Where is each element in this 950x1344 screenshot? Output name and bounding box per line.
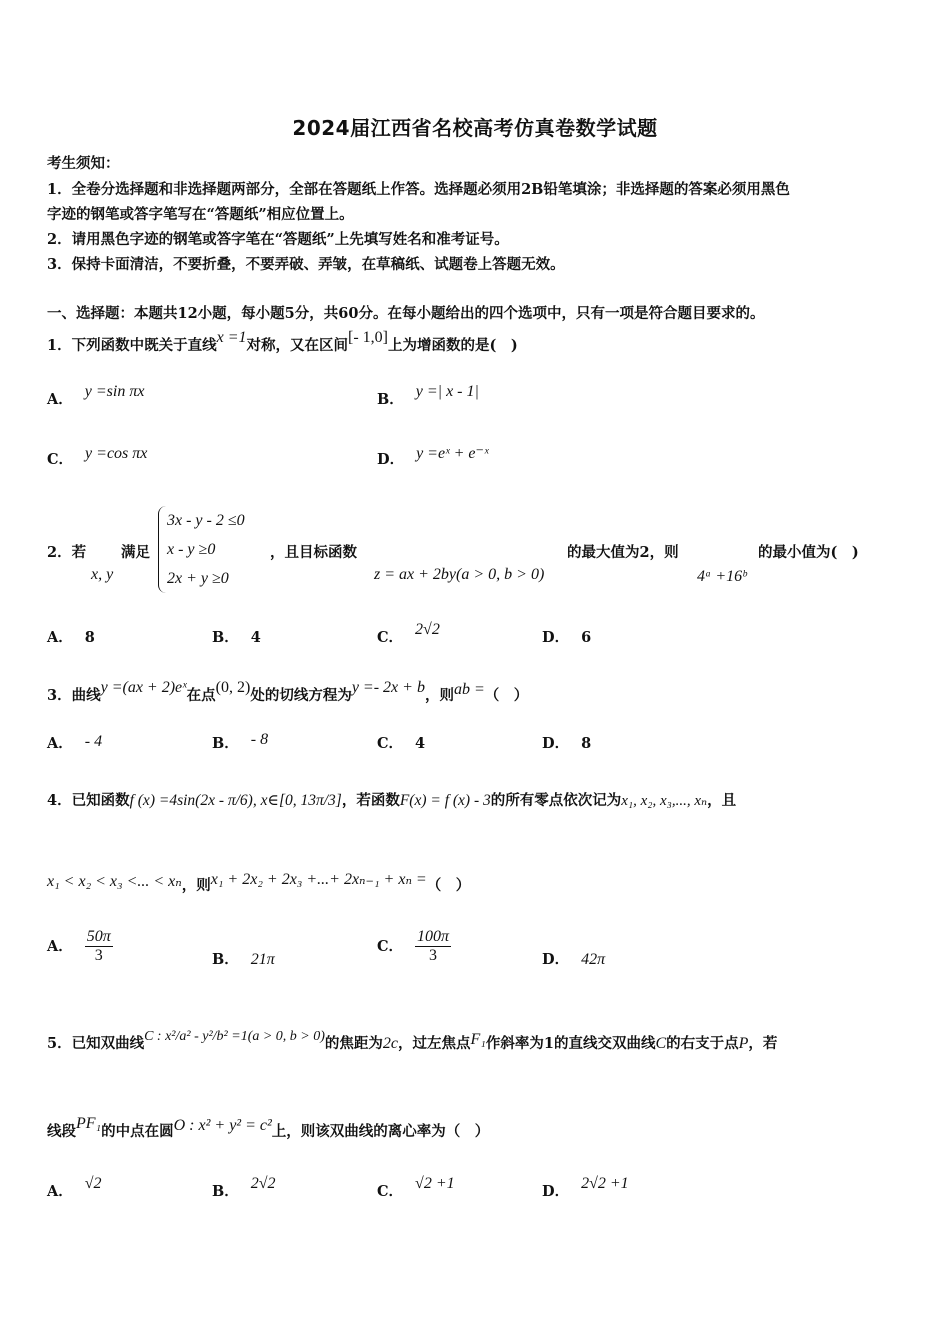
q5-text-3: ，过左焦点	[398, 1035, 471, 1052]
q4-math-5: x₁ + 2x₂ + 2x₃ +...+ 2xₙ₋₁ + xₙ =	[210, 871, 427, 888]
q5-math-5: P	[738, 1035, 749, 1052]
q4-math-1: f (x) =4sin(2x - π/6), x∈[0, 13π/3]	[129, 792, 342, 809]
q4-math-3: x₁, x₂, x₃,..., xₙ	[621, 793, 708, 809]
option-label: A．	[47, 391, 73, 408]
option-value: - 4	[84, 733, 103, 750]
option-value: 42π	[581, 951, 606, 968]
q3-option-d	[542, 732, 591, 753]
option-label: D．	[542, 951, 570, 968]
q2-text-2: 满足	[121, 544, 150, 561]
question-1	[47, 329, 518, 355]
q5-option-d	[542, 1175, 629, 1201]
q5-math-3: F₁	[470, 1031, 486, 1048]
option-label: D．	[542, 1183, 570, 1200]
q4-a-fraction	[85, 928, 113, 965]
q5-math-4: C	[655, 1035, 667, 1052]
option-label: B．	[212, 629, 239, 646]
q2-objective-expr: z = ax + 2by(a > 0, b > 0)	[374, 566, 545, 583]
q5-text-2: 的焦距为	[324, 1035, 383, 1052]
q2-option-b	[212, 626, 261, 647]
q3-text-4: ，则	[424, 687, 454, 704]
option-value: 8	[581, 735, 592, 752]
option-label: C．	[377, 1183, 404, 1200]
numerator: 100π	[417, 928, 450, 945]
option-value: y =| x - 1|	[415, 383, 479, 400]
numerator: 50π	[86, 928, 111, 945]
denominator: 3	[94, 947, 103, 964]
option-value: y =eˣ + e⁻ˣ	[416, 445, 489, 462]
q5-text-1: 5．已知双曲线	[47, 1035, 145, 1052]
question-5	[47, 1029, 778, 1053]
option-label: A．	[47, 1183, 73, 1200]
q5-text-5: 的右支于点	[666, 1035, 739, 1052]
notice-heading: 考生须知：	[47, 155, 120, 172]
q2-xy: x, y	[91, 566, 114, 583]
page-title: 2024届江西省名校高考仿真卷数学试题	[292, 116, 658, 140]
option-label: D．	[542, 735, 570, 752]
q1-text-2: 对称，又在区间	[246, 337, 348, 354]
q3-text-1: 3．曲线	[47, 687, 101, 704]
q1-option-b	[377, 383, 479, 409]
q2-option-d	[542, 626, 591, 647]
q5-text-4: 作斜率为1的直线交双曲线	[485, 1035, 656, 1052]
q2-text-3: ，且目标函数	[270, 544, 357, 561]
option-label: C．	[377, 629, 404, 646]
q4-option-a	[47, 928, 113, 965]
q5-math-2: 2c	[382, 1035, 399, 1052]
q3-text-2: 在点	[186, 687, 216, 704]
q4-option-c	[377, 928, 451, 965]
q3-option-b	[212, 732, 268, 753]
q2-option-c	[377, 621, 440, 647]
q4-math-4: x₁ < x₂ < x₃ <... < xₙ	[47, 873, 182, 890]
option-value: 8	[84, 629, 95, 646]
q5-option-b	[212, 1175, 276, 1201]
option-label: B．	[212, 1183, 239, 1200]
denominator: 3	[429, 947, 438, 964]
q4-text-5: ，则	[181, 877, 211, 894]
q5-text-9: 上，则该双曲线的离心率为（ ）	[271, 1123, 490, 1140]
option-value: 4	[415, 735, 426, 752]
option-value: 2√2	[250, 1175, 276, 1192]
q4-text-1: 4．已知函数	[47, 792, 130, 809]
q3-math-3: y =- 2x + b	[351, 679, 425, 696]
q5-text-6: ，若	[748, 1035, 778, 1052]
option-label: C．	[47, 451, 74, 468]
q1-option-d	[377, 445, 489, 469]
option-value: 21π	[250, 951, 275, 968]
option-label: C．	[377, 735, 404, 752]
q2-objective	[374, 566, 544, 584]
q3-option-a	[47, 732, 102, 753]
question-3	[47, 679, 529, 705]
q4-math-2: F(x) = f (x) - 3	[399, 792, 491, 809]
constraint-3: 2x + y ≥0	[167, 570, 229, 587]
notice-item-1-line-2: 字迹的钢笔或答字笔写在“答题纸”相应位置上。	[47, 206, 354, 223]
option-value: y =cos πx	[85, 445, 148, 462]
q1-option-a	[47, 383, 145, 409]
option-label: C．	[377, 937, 404, 955]
q2-constraint-system	[158, 506, 245, 593]
q1-text-3: 上为增函数的是( )	[387, 337, 518, 354]
q4-option-d	[542, 948, 605, 969]
option-value: 2√2	[415, 621, 440, 638]
q5-text-8: 的中点在圆	[101, 1123, 174, 1140]
q1-text-1: 1．下列函数中既关于直线	[47, 337, 217, 354]
option-label: D．	[542, 629, 570, 646]
q3-text-3: 处的切线方程为	[250, 687, 352, 704]
q2-expr: 4ᵃ +16ᵇ	[697, 568, 747, 585]
q2-option-a	[47, 626, 95, 647]
section-heading: 一、选择题：本题共12小题，每小题5分，共60分。在每小题给出的四个选项中，只有一项是符合题目要求的。	[47, 305, 765, 322]
q2-variables	[91, 566, 113, 584]
option-label: A．	[47, 629, 73, 646]
q4-text-2: ，若函数	[341, 792, 400, 809]
q5-option-a	[47, 1175, 102, 1201]
option-label: B．	[377, 391, 404, 408]
option-value: √2	[84, 1175, 102, 1192]
option-value: √2 +1	[415, 1175, 455, 1192]
q1-math-2: [- 1,0]	[348, 329, 388, 346]
question-5-continued	[47, 1115, 490, 1141]
constraint-2: x - y ≥0	[167, 541, 216, 558]
question-4-continued	[47, 871, 471, 895]
option-label: A．	[47, 735, 73, 752]
option-label: A．	[47, 937, 73, 955]
notice-item-3: 3．保持卡面清洁，不要折叠，不要弄破、弄皱，在草稿纸、试题卷上答题无效。	[47, 256, 565, 273]
q4-option-b	[212, 948, 275, 969]
q1-math-1: x =1	[216, 329, 247, 346]
q5-math-7: O : x² + y² = c²	[173, 1117, 272, 1134]
q4-text-6: （ ）	[426, 877, 471, 894]
option-value: y =sin πx	[84, 383, 145, 400]
option-label: D．	[377, 451, 405, 468]
constraint-1: 3x - y - 2 ≤0	[167, 512, 245, 529]
option-label: B．	[212, 951, 239, 968]
option-value: 2√2 +1	[581, 1175, 629, 1192]
q3-math-2: (0, 2)	[215, 679, 251, 696]
q3-math-4: ab =	[453, 681, 485, 698]
q2-text-5: 的最小值为( )	[758, 544, 859, 561]
q3-math-1: y =(ax + 2)eˣ	[100, 679, 187, 696]
option-value: - 8	[250, 731, 269, 748]
q5-math-1: C : x²/a² - y²/b² =1(a > 0, b > 0)	[144, 1029, 325, 1044]
question-4	[47, 789, 736, 810]
option-value: 4	[250, 629, 261, 646]
q3-option-c	[377, 732, 425, 753]
q2-text-4: 的最大值为2，则	[567, 544, 679, 561]
q4-text-3: 的所有零点依次记为	[490, 792, 622, 809]
q2-expression	[697, 568, 746, 586]
notice-item-2: 2．请用黑色字迹的钢笔或答字笔在“答题纸”上先填写姓名和准考证号。	[47, 231, 509, 248]
option-label: B．	[212, 735, 239, 752]
q5-math-6: PF₁	[76, 1115, 102, 1132]
q4-c-fraction	[415, 928, 451, 965]
q5-option-c	[377, 1175, 455, 1201]
option-value: 6	[581, 629, 592, 646]
q3-text-5: （ ）	[484, 687, 529, 704]
q2-text-1: 2．若	[47, 544, 87, 561]
q5-text-7: 线段	[47, 1123, 76, 1140]
notice-item-1-line-1: 1．全卷分选择题和非选择题两部分，全部在答题纸上作答。选择题必须用2B铅笔填涂；非选择题的答案必须用黑色	[47, 181, 790, 198]
q4-text-4: ，且	[707, 792, 737, 809]
q1-option-c	[47, 445, 148, 469]
